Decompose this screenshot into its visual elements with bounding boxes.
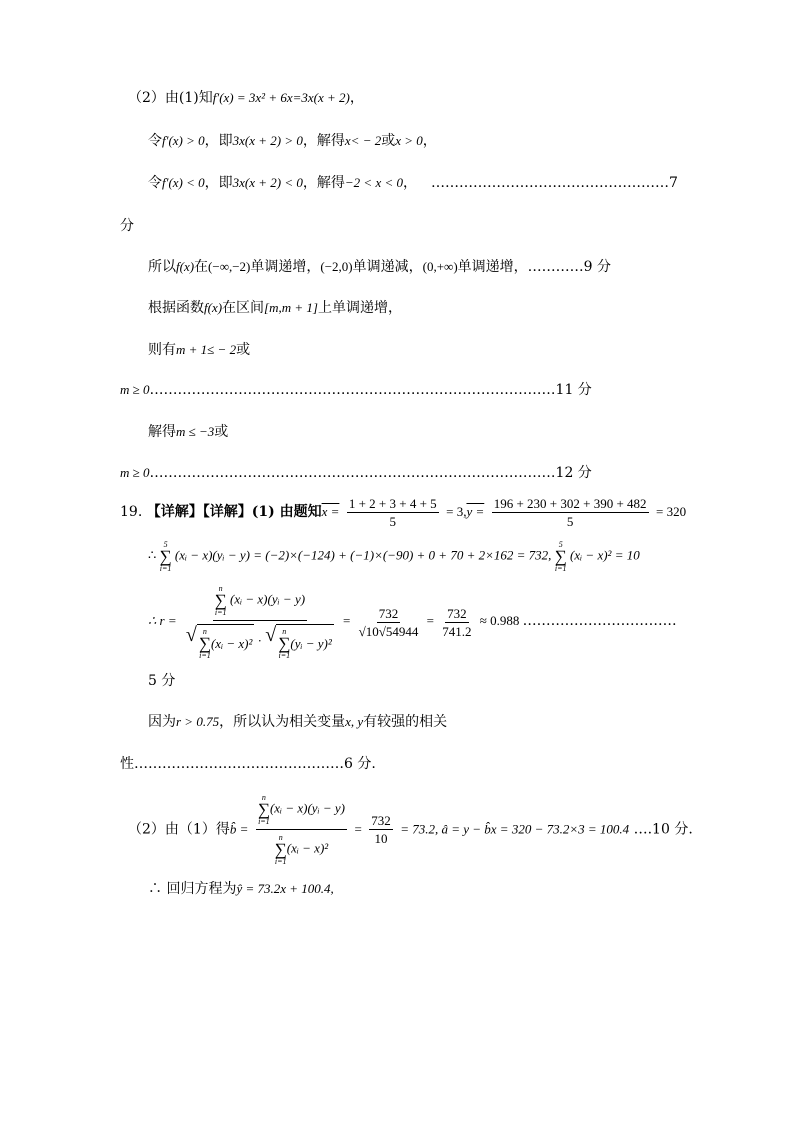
- q19-sums-line: ∴ 5 ∑ i=1 (xᵢ − x)(yᵢ − y) = (−2)×(−124) + (−1)×(−90) + 0 + 70 + 2×162 = 732, 5 ∑ i=1 (xᵢ − x)² = 10: [148, 540, 640, 573]
- q19-header: 19. 【详解】【详解】(1) 由题知x = $\frac{1 + 2 + 3 + 4 + 5}{5}$ = 3,y = $\frac{196 + 230 + 302 + 390 + 482}{5}$ = 320: [120, 495, 687, 529]
- sigma-symbol: n ∑ i=1: [214, 584, 227, 617]
- sqrt-symbol: √ n ∑ i=1 (yᵢ − y)²: [265, 624, 332, 660]
- sqrt-symbol: √ n ∑ i=1 (xᵢ − x)²: [185, 624, 253, 660]
- sigma-symbol: 5 ∑ i=1: [554, 540, 567, 573]
- sigma-symbol: 5 ∑ i=1: [159, 540, 172, 573]
- r-value-fraction: $\frac{732}{√10√54944}$: [358, 605, 419, 639]
- line-positive-derivative: 令f′(x) > 0，即3x(x + 2) > 0，解得x< − 2或x > 0，: [148, 133, 437, 149]
- line-part2-intro: （2）由(1)知f′(x) = 3x² + 6x=3x(x + 2)，: [128, 90, 364, 106]
- line-interval: 根据函数f(x)在区间[m,m + 1]上单调递增，: [148, 300, 402, 316]
- line-score-fen: 分: [120, 218, 134, 234]
- r-approx-fraction: $\frac{732}{741.2}$: [442, 605, 472, 639]
- line-because: 因为r > 0.75，所以认为相关变量x, y有较强的相关: [148, 714, 448, 730]
- r-fraction: n ∑ i=1 (xᵢ − x)(yᵢ − y) √ n ∑ i=1 (xᵢ − x)² · √ n ∑ i=1 (yᵢ − y)²: [185, 584, 332, 660]
- line-11-points: m ≥ 0……………………………………………………………………………11 分: [120, 382, 592, 398]
- line-5-points: 5 分: [148, 673, 176, 689]
- line-solve: 解得m ≤ −3或: [148, 424, 229, 440]
- q19-part2-regression: （2）由（1）得b̂ = n ∑ i=1 (xᵢ − x)(yᵢ − y) n ∑ i=1 (xᵢ − x)² = $\frac{732}{10}$ = 73.2, â = y − b̂x = 320 − 73.2×3 = 100.4 ….10 分.: [128, 793, 693, 866]
- q19-correlation-line: ∴ r = n ∑ i=1 (xᵢ − x)(yᵢ − y) √ n ∑ i=1 (xᵢ − x)² · √ n ∑ i=1 (yᵢ − y)² = $\frac{732}{√10√54944}$ = $\frac{732}{741.2}$ ≈ 0.988 ……………………………: [148, 584, 677, 660]
- xbar-fraction: $\frac{1 + 2 + 3 + 4 + 5}{5}$: [348, 495, 437, 529]
- derivative-formula: f′(x) = 3x² + 6x=3x(x + 2): [212, 90, 350, 105]
- line-monotonic: 所以f(x)在(−∞,−2)单调递增，(−2,0)单调递减，(0,+∞)单调递增，…………9 分: [148, 259, 612, 275]
- line-negative-derivative: 令f′(x) < 0，即3x(x + 2) < 0，解得−2 < x < 0， ……………………………………………7: [148, 175, 678, 191]
- bhat-value-fraction: $\frac{732}{10}$: [371, 813, 391, 846]
- line-6-points: 性………………………………………6 分.: [120, 756, 376, 772]
- line-condition: 则有m + 1≤ − 2或: [148, 342, 251, 358]
- ybar-fraction: $\frac{196 + 230 + 302 + 390 + 482}{5}$: [493, 495, 647, 529]
- line-12-points: m ≥ 0……………………………………………………………………………12 分: [120, 465, 592, 481]
- line-regression-equation: ∴ 回归方程为ŷ = 73.2x + 100.4,: [148, 881, 334, 897]
- bhat-fraction: n ∑ i=1 (xᵢ − x)(yᵢ − y) n ∑ i=1 (xᵢ − x)²: [257, 793, 345, 866]
